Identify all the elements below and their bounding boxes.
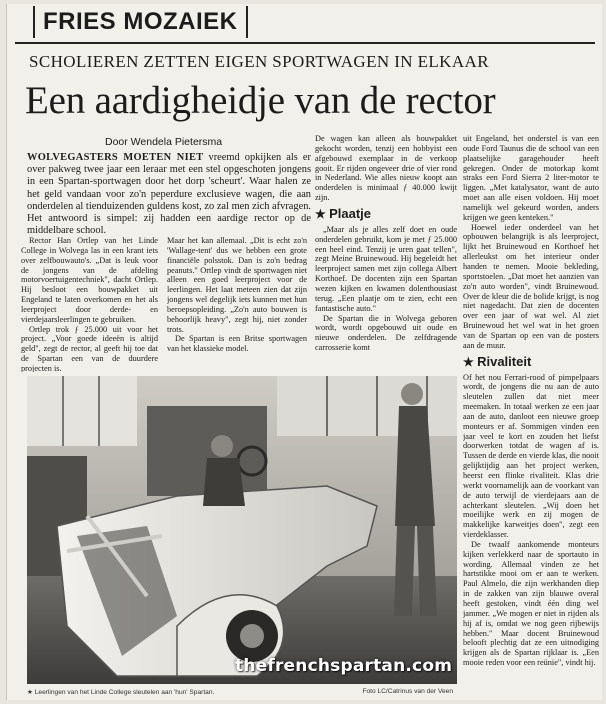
paragraph: De Spartan die in Wolvega geboren wordt, wordt opgebouwd uit oude en nieuwe onderdelen. De zelfdragende carrosserie komt (315, 313, 457, 353)
byline: Door Wendela Pietersma (105, 136, 223, 148)
column-1 (21, 236, 158, 372)
paragraph: Of het nou Ferrari-rood of pimpelpaars wordt, de jongens die nu aan de auto sleutelen zullen dat niet meer meemaken. In totaal werken ze een jaar aan de auto, danloot een nieuwe groep monteurs er af. Sommigen vinden een jaar veel te kort en zouden het liefst doorwerken totdat de wagen af is. Tussen de derde en vierde klas, die nooit gelijktijdig aan het project werken, heerst een flinke rivaliteit. Klas drie werkt voornamelijk aan de voorkant van de auto terwijl de vierdejaars aan de achterkant sleutelen. „Wij doen het moeilijke werk en zij mogen de makkelijke karweitjes doen", zegt een vierdeklasser. (463, 372, 599, 540)
teacher-head (401, 383, 423, 405)
lead-text: vreemd opkijken als er over pakweg twee jaar een leraar met een stel opgeschoten jongens in een Spartan-sportwagen door het dorp 'scheurt'. Waar halen ze het geld vandaan voor zo'n peperdure exclusieve wagen, die aan onderdelen al tienduizenden guldens kost, zo zal men zich afvragen. Het antwoord is simpel: zij hadden een aardige rector op de middelbare school. (27, 152, 311, 237)
newspaper-page (6, 4, 602, 700)
paragraph: Maar het kan allemaal. „Dit is echt zo'n 'Wallage-tent' dus we hebben een grote financiële polsstok. Dan is zo'n bedrag peanuts." Ortlep vindt de sportwagen niet alleen een goed leerproject voor de leerlingen. Het laat meteen zien dat zijn jongens wel degelijk iets kunnen met hun beroepsopleiding. „Zo'n auto bouwen is behoorlijk heavy", zegt hij, niet zonder trots. (167, 236, 307, 334)
student-body (203, 458, 245, 506)
column-2 (167, 236, 307, 372)
window (27, 376, 137, 446)
student-head (211, 435, 233, 457)
paragraph: Hoewel ieder onderdeel van het opbouwen belangrijk is als leerproject, lijkt het Bruinewoud en Korthoef het allerleukst om het interieur onder handen te nemen. Mooie bekleding, sportstoelen. „Dat moet het aanzien van zo'n auto worden", vindt Bruinewoud. Over de kleur die de bolide krijgt, is nog niet nagedacht. Dat zien de docenten over een jaar of wat wel. Al ziet Bruinewoud het wel wat in het groen van de Spartan op een van de posters aan de muur. (463, 222, 599, 350)
photo-credit: Foto LC/Catrinus van der Veen (362, 688, 453, 695)
paragraph: De Spartan is een Britse sportwagen van het klassieke model. (167, 334, 307, 354)
subheading-rivaliteit: ★ Rivaliteit (463, 353, 532, 369)
kicker: SCHOLIEREN ZETTEN EIGEN SPORTWAGEN IN ELKAAR (29, 52, 489, 71)
paragraph: uit Engeland, het onderstel is van een oude Ford Taunus die de school van een plaatselijke garagehouder heeft gekregen. Onder de motorkap komt straks een Ford Sierra 2 liter-motor te liggen. „Met katalysator, want de auto moet aan alle eisen voldoen. Hij moet namelijk wel gekeurd worden, anders krijgen we geen kenteken." (463, 134, 599, 222)
column-3 (315, 134, 457, 374)
star-icon: ★ (463, 354, 478, 369)
workshop-photo-illustration (27, 376, 457, 684)
paragraph: Ortlep trok ƒ 25.000 uit voor het project. „Voor goede ideeën is altijd geld", zegt de rector, al geeft hij toe dat de Spartan een van de duurdere projecten is. (21, 324, 158, 372)
section-title: FRIES MOZAIEK (33, 6, 248, 38)
star-icon: ★ (315, 206, 330, 221)
lead-caps: WOLVEGASTERS MOETEN NIET (27, 152, 204, 163)
headline: Een aardigheidje van de rector (25, 79, 496, 122)
caption-text: ★ Leerlingen van het Linde College sleutelen aan 'hun' Spartan. (27, 689, 215, 696)
article-photo (27, 376, 457, 684)
subheading-plaatje: ★ Plaatje (315, 205, 372, 221)
lead-paragraph (27, 152, 311, 237)
window (277, 376, 457, 436)
paragraph: „Maar als je alles zelf doet en oude onderdelen gebruikt, kom je met ƒ 25.000 een heel eind. Tenzij je uren gaat tellen", zegt Meine Bruinewoud. Hij begeleidt het leerproject samen met zijn collega Albert Korthoef. De docenten zijn een Spartan wezen kijken en kwamen dolenthousiast terug. „Een plaatje om te zien, echt een fantastische auto." (315, 224, 457, 313)
paragraph: De twaalf aankomende monteurs kijken verlekkerd naar de sportauto in wording. Allemaal vinden ze het hartstikke mooi om er aan te werken. Paul Almelo, die zijn werkhanden diep in de zakken van zijn blauwe overal heeft gestoken, vindt één ding wel jammer. „We mogen er niet in rijden als hij af is, omdat we nog geen rijbewijs hebben." Maar docent Bruinewoud belooft plechtig dat ze een uitnodiging krijgen als de Spartan rijklaar is. „Een mooie reden voor een reünie", vindt hij. (463, 539, 599, 668)
watermark: thefrenchspartan.com (235, 656, 453, 676)
paragraph: Rector Han Ortlep van het Linde College in Wolvega las in een krant iets over zelfbouwauto's. „Dat is leuk voor de jongens van de afdeling motorvoertuigentechniek", dacht Ortlep. Hij besloot een bouwpakket uit Engeland te laten overkomen en het als leerproject door derde- en vierdejaarsleerlingen te gebruiken. (21, 236, 158, 324)
paragraph: De wagen kan alleen als bouwpakket gekocht worden, tenzij een hobbyist een afgebouwd exemplaar in de verkoop gooit. Er rijden ongeveer drie of vier rond in Nederland. Wie alles nieuw koopt aan onderdelen is minimaal ƒ 40.000 kwijt zijn. (315, 134, 457, 203)
photo-caption (27, 688, 457, 696)
column-4 (463, 134, 599, 694)
masthead (15, 6, 595, 44)
